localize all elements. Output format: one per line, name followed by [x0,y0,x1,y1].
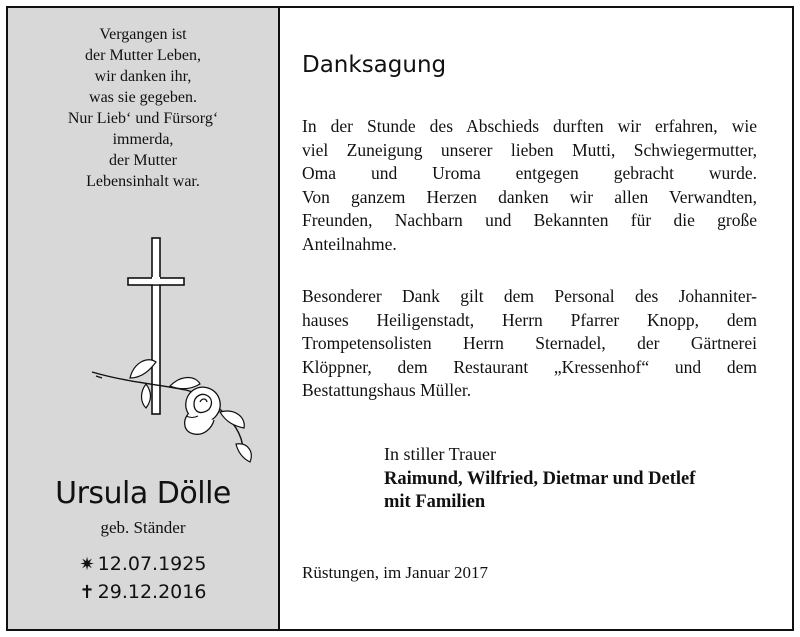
star-icon: ✷ [79,554,95,575]
text-line: Anteilnahme. [302,233,397,254]
mourning-line: In stiller Trauer [384,444,496,464]
birth-date: 12.07.1925 [97,553,207,575]
text-line: Freunden, Nachbarn und Bekannten für die große [302,210,757,231]
text-line: In der Stunde des Abschieds durften wir erfahren, wie [302,116,757,136]
poem-line: Lebensinhalt war. [86,173,200,190]
text-line: Von ganzem Herzen danken wir allen Verwandten, [302,186,757,207]
thanks-panel [280,8,792,629]
death-date-line [8,581,278,603]
poem-line: was sie gegeben. [89,89,197,106]
family-line: mit Familien [384,492,486,512]
poem-line: wir danken ihr, [94,68,192,85]
birth-date-line [8,553,278,575]
place-date: Rüstungen, im Januar 2017 [302,563,489,582]
birth-name: geb. Ständer [100,518,186,537]
poem-line: der Mutter [109,152,177,169]
poem-line: immerda, [112,131,174,148]
memorial-panel [8,8,280,629]
obituary-frame [6,6,794,631]
text-line: Trompetensolisten Herrn Sternadel, der Gärtnerei [302,333,757,354]
poem-line: Vergangen ist [99,26,187,43]
poem-line: Nur Lieb‘ und Fürsorg‘ [67,110,219,127]
memorial-poem [8,24,278,192]
family-signature [384,468,695,514]
text-line: Bestattungshaus Müller. [302,380,472,401]
cross-with-rose-icon [86,232,256,472]
deceased-name: Ursula Dölle [55,476,231,511]
thanks-paragraph-1 [302,115,757,257]
text-line: Klöppner, dem Restaurant „Kressenhof“ und dem [302,356,757,377]
text-line: Besonderer Dank gilt dem Personal des Johanniter- [302,286,757,306]
death-date: 29.12.2016 [97,581,207,603]
text-line: hauses Heiligenstadt, Herrn Pfarrer Knopp, dem [302,309,757,330]
cross-icon: ✝ [79,582,95,603]
text-line: viel Zuneigung unserer lieben Mutti, Schwiegermutter, [302,139,757,160]
text-line: Oma und Uroma entgegen gebracht wurde. [302,163,757,184]
notice-heading: Danksagung [302,52,447,78]
poem-line: der Mutter Leben, [85,47,201,64]
thanks-paragraph-2 [302,285,757,403]
family-line: Raimund, Wilfried, Dietmar und Detlef [384,469,696,489]
